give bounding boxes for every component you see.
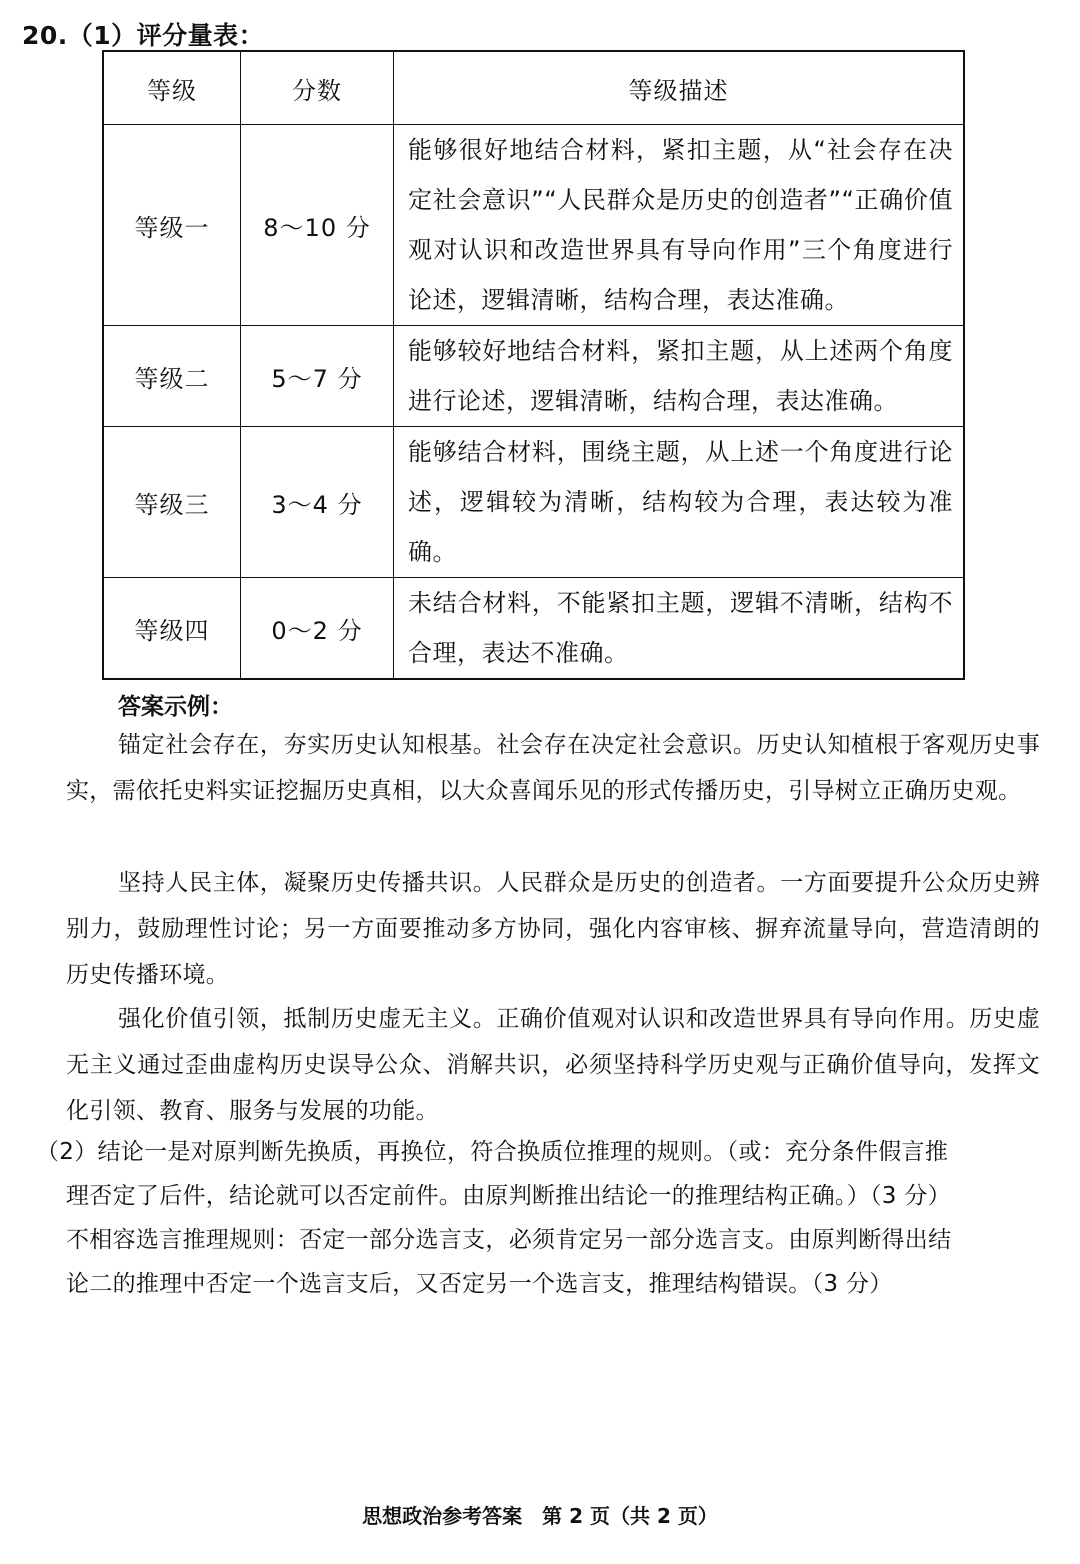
part2-line-4: 论二的推理中否定一个选言支后，又否定另一个选言支，推理结构错误。（3 分） xyxy=(66,1271,893,1297)
question-heading: 20.（1）评分量表： xyxy=(22,21,265,50)
page-footer: 思想政治参考答案 第 2 页（共 2 页） xyxy=(362,1504,718,1528)
rubric-row xyxy=(103,326,964,427)
answer-paragraph-3: 强化价值引领，抵制历史虚无主义。正确价值观对认识和改造世界具有导向作用。历史虚无主义通过歪曲虚构历史误导公众、消解共识，必须坚持科学历史观与正确价值导向，发挥文化引领、教育、服务与发展的功能。 xyxy=(66,1006,1040,1124)
rubric-header-row xyxy=(103,51,964,125)
score-cell: 5～7 分 xyxy=(241,326,394,427)
level-cell: 等级三 xyxy=(103,427,241,578)
part2-line-3: 不相容选言推理规则：否定一部分选言支，必须肯定另一部分选言支。由原判断得出结 xyxy=(66,1227,952,1253)
header-score: 分数 xyxy=(241,51,394,125)
rubric-table xyxy=(102,50,965,680)
rubric-row xyxy=(103,125,964,326)
description-cell: 能够很好地结合材料，紧扣主题，从“社会存在决定社会意识”“人民群众是历史的创造者”“正确价值观对认识和改造世界具有导向作用”三个角度进行论述，逻辑清晰，结构合理，表达准确。 xyxy=(394,125,965,326)
score-cell: 8～10 分 xyxy=(241,125,394,326)
answer-paragraph-1: 锚定社会存在，夯实历史认知根基。社会存在决定社会意识。历史认知植根于客观历史事实，需依托史料实证挖掘历史真相，以大众喜闻乐见的形式传播历史，引导树立正确历史观。 xyxy=(66,732,1040,804)
description-cell: 未结合材料，不能紧扣主题，逻辑不清晰，结构不合理，表达不准确。 xyxy=(394,578,965,680)
score-cell: 3～4 分 xyxy=(241,427,394,578)
answer-paragraph-2: 坚持人民主体，凝聚历史传播共识。人民群众是历史的创造者。一方面要提升公众历史辨别力，鼓励理性讨论；另一方面要推动多方协同，强化内容审核、摒弃流量导向，营造清朗的历史传播环境。 xyxy=(66,870,1040,988)
header-level: 等级 xyxy=(103,51,241,125)
answer-example-title: 答案示例： xyxy=(118,694,233,720)
rubric-row xyxy=(103,427,964,578)
part2-label: （2） xyxy=(36,1139,98,1165)
description-cell: 能够结合材料，围绕主题，从上述一个角度进行论述，逻辑较为清晰，结构较为合理，表达较为准确。 xyxy=(394,427,965,578)
level-cell: 等级四 xyxy=(103,578,241,680)
part2-answer xyxy=(36,1130,1040,1306)
part2-line-1: （2）结论一是对原判断先换质，再换位，符合换质位推理的规则。（或：充分条件假言推 xyxy=(36,1139,949,1165)
part2-line-2: 理否定了后件，结论就可以否定前件。由原判断推出结论一的推理结构正确。）（3 分） xyxy=(66,1183,951,1209)
score-cell: 0～2 分 xyxy=(241,578,394,680)
level-cell: 等级一 xyxy=(103,125,241,326)
description-cell: 能够较好地结合材料，紧扣主题，从上述两个角度进行论述，逻辑清晰，结构合理，表达准确。 xyxy=(394,326,965,427)
level-cell: 等级二 xyxy=(103,326,241,427)
rubric-row xyxy=(103,578,964,680)
header-description: 等级描述 xyxy=(394,51,965,125)
